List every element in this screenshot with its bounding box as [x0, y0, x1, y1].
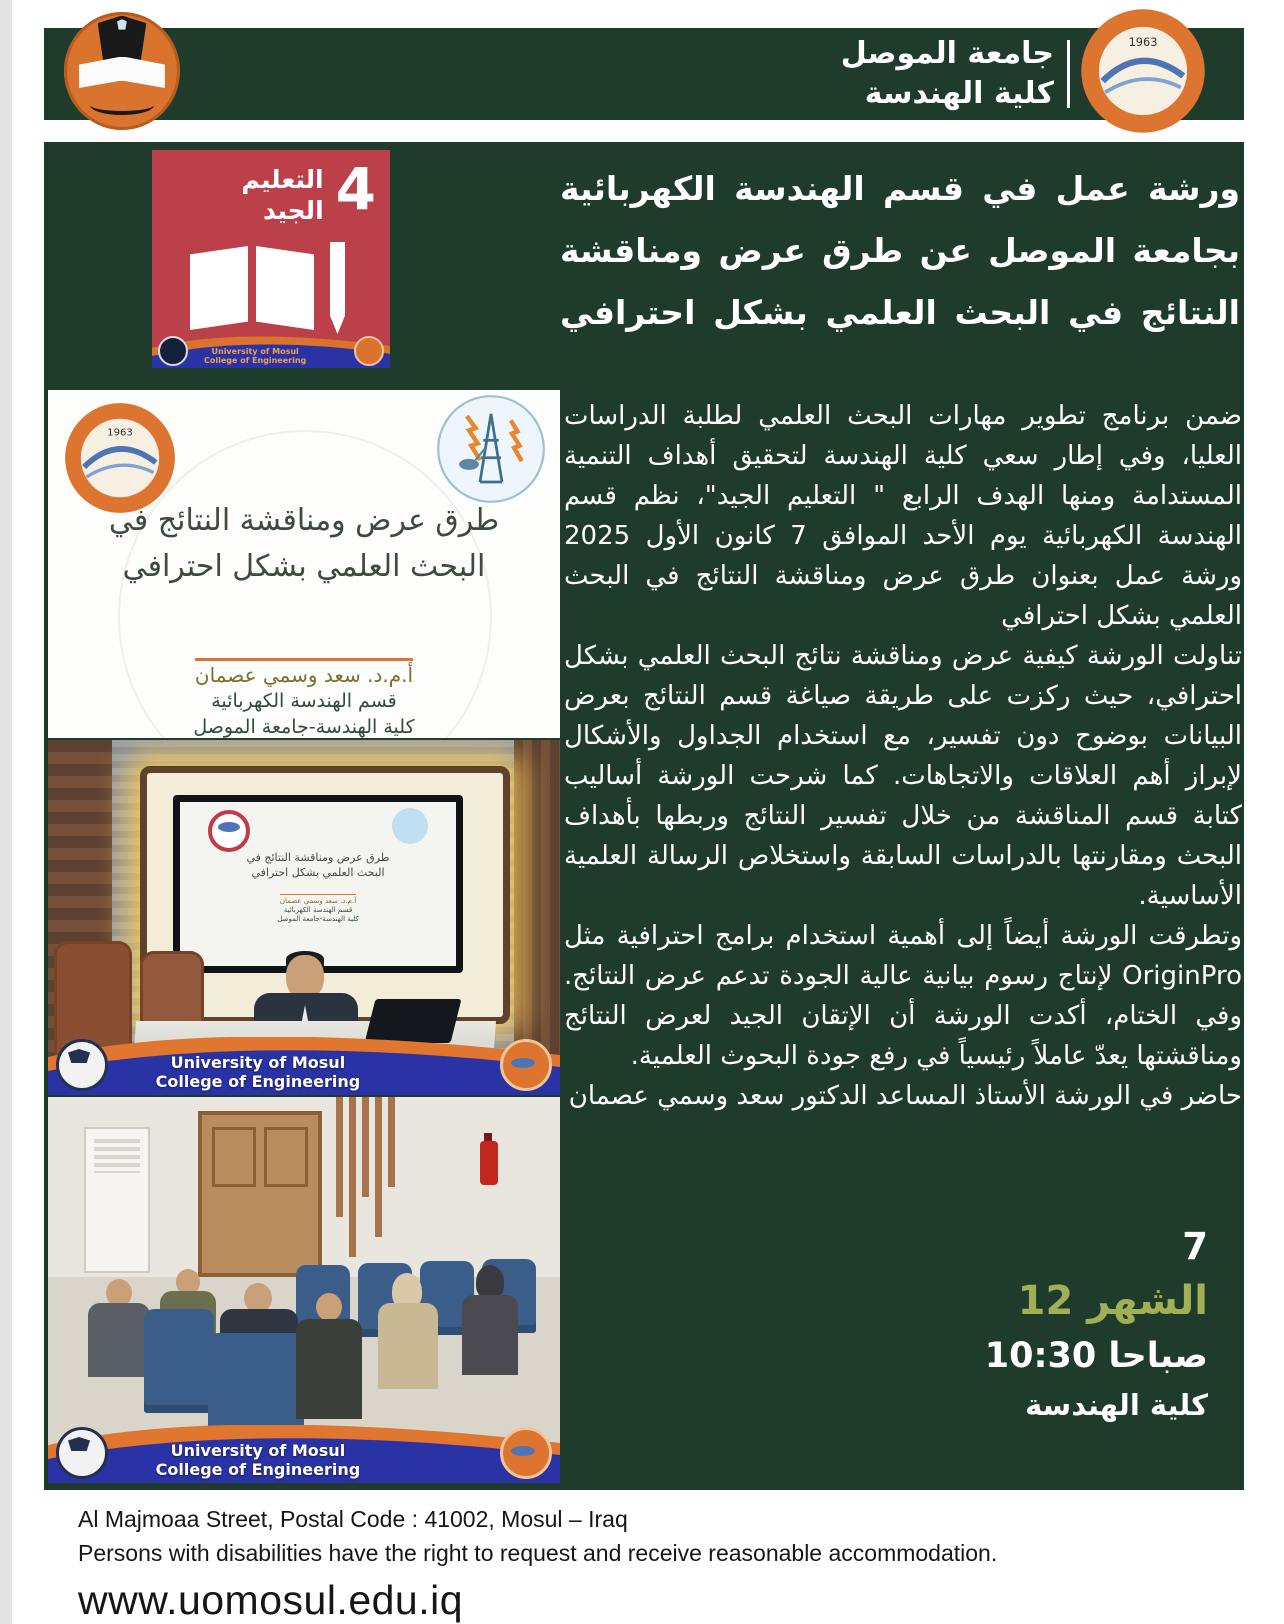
- sdg-label: [241, 164, 323, 226]
- attendee-head: [316, 1293, 342, 1321]
- slide-title: [48, 498, 560, 590]
- mini-college-logo-icon: [354, 336, 384, 366]
- poster-title: [560, 158, 1240, 344]
- coe-year-text: 1963: [1128, 34, 1158, 49]
- title-line-2: بجامعة الموصل عن طرق عرض ومناقشة: [560, 231, 1240, 270]
- sdg-wave-band: [152, 332, 390, 368]
- photo1-caption-banner: [48, 1037, 560, 1095]
- air-conditioner: [84, 1127, 150, 1273]
- sdg4-quality-education-badge: [152, 150, 390, 368]
- slide-presenter-name: أ.م.د. سعد وسمي عصمان: [195, 658, 413, 687]
- open-book-icon: [190, 246, 248, 330]
- open-book-icon: [256, 246, 314, 330]
- tv-slide-dept: قسم الهندسة الكهربائية كلية الهندسة-جامعة الموصل: [277, 906, 359, 923]
- banner-caption: [99, 1441, 416, 1479]
- tv-slide-title: [180, 850, 456, 880]
- fire-extinguisher: [480, 1141, 498, 1185]
- workshop-slide-image: [48, 390, 560, 738]
- slide-presenter-wrap: [48, 658, 560, 687]
- caption-line1: University of Mosul: [170, 1053, 346, 1072]
- wooden-door: [198, 1111, 322, 1277]
- paragraph-4: حاضر في الورشة الأستاذ المساعد الدكتور سعد وسمي عصمان: [568, 1081, 1242, 1111]
- sdg-wave-caption: [204, 347, 306, 365]
- scan-edge: [0, 0, 12, 1624]
- footer: [78, 1502, 997, 1624]
- photo2-caption-banner: [48, 1425, 560, 1483]
- slide-department: قسم الهندسة الكهربائية: [211, 690, 397, 712]
- ee-logo-svg: [436, 394, 546, 504]
- sdg-badge-header: [241, 155, 376, 226]
- title-line-3: النتائج في البحث العلمي بشكل احترافي: [560, 293, 1240, 332]
- mini-university-logo-icon: [56, 1427, 108, 1479]
- caption-line1: University of Mosul: [170, 1441, 346, 1460]
- slide-college: كلية الهندسة-جامعة الموصل: [193, 716, 415, 738]
- footer-address: Al Majmoaa Street, Postal Code : 41002, Mosul – Iraq: [78, 1506, 628, 1532]
- coe-logo-icon: [208, 810, 250, 852]
- paragraph-3: وتطرقت الورشة أيضاً إلى أهمية استخدام برامج احترافية مثل OriginPro لإنتاج رسوم بيانية عالية الجودة تدعم عرض النتائج. وفي الختام، أكدت الورشة أن الإتقان الجيد لعرض النتائج ومناقشتها يعدّ عاملاً رئيسياً في رفع جودة البحوث العلمية.: [564, 921, 1242, 1071]
- photo-presentation-room: [48, 740, 560, 1095]
- attendee-gray-sweater: [88, 1303, 150, 1377]
- caption-line1: University of Mosul: [211, 347, 299, 356]
- tv-slide-title-line2: البحث العلمي بشكل احترافي: [251, 866, 385, 879]
- college-name: كلية الهندسة: [864, 76, 1054, 111]
- tv-slide-title-line1: طرق عرض ومناقشة النتائج في: [246, 851, 390, 864]
- coe-logo-svg: [1080, 8, 1206, 134]
- schedule-time: 10:30 صباحا: [984, 1336, 1208, 1376]
- schedule-day: 7: [1182, 1225, 1208, 1268]
- sdg-number: 4: [335, 155, 376, 223]
- tv-slide-presenter: أ.م.د. سعد وسمي عصمان: [180, 894, 456, 906]
- caption-line2: College of Engineering: [155, 1072, 361, 1091]
- body-text: [564, 396, 1242, 1116]
- college-of-engineering-logo-icon: [1080, 8, 1206, 134]
- main-panel: [44, 142, 1244, 1490]
- mini-university-logo-icon: [56, 1039, 108, 1091]
- banner-caption: [99, 1053, 416, 1091]
- footer-accessibility: Persons with disabilities have the right to request and receive reasonable accommodation.: [78, 1540, 998, 1566]
- wood-decor-rods: [336, 1097, 395, 1257]
- header-bar: [44, 28, 1244, 120]
- slide-title-line2: البحث العلمي بشكل احترافي: [122, 549, 486, 584]
- caption-line2: College of Engineering: [155, 1460, 361, 1479]
- coe-year-text: 1963: [107, 427, 133, 439]
- title-line-1: ورشة عمل في قسم الهندسة الكهربائية: [560, 169, 1240, 208]
- mini-college-logo-icon: [500, 1039, 552, 1091]
- header-separator: [1067, 40, 1070, 108]
- mini-college-logo-icon: [500, 1427, 552, 1479]
- door-panel: [212, 1127, 256, 1187]
- attendee-suit: [296, 1319, 362, 1419]
- sdg-label-line1: التعليم: [241, 165, 324, 194]
- university-of-mosul-logo-icon: [64, 12, 180, 130]
- uom-emblem-inner: [117, 19, 127, 29]
- paragraph-1: ضمن برنامج تطوير مهارات البحث العلمي لطلبة الدراسات العليا، وفي إطار سعي كلية الهندسة لتحقيق أهداف التنمية المستدامة ومنها الهدف الرابع " التعليم الجيد"، نظم قسم الهندسة الكهربائية يوم الأحد الموافق 7 كانون الأول 2025 ورشة عمل بعنوان طرق عرض ومناقشة النتائج في البحث العلمي بشكل احترافي: [564, 401, 1242, 631]
- electrical-engineering-dept-logo-icon: [436, 394, 546, 504]
- tv-screen: [173, 795, 463, 973]
- university-name: جامعة الموصل: [840, 36, 1054, 71]
- tv-slide: [180, 802, 456, 966]
- footer-website: www.uomosul.edu.iq: [78, 1577, 464, 1623]
- sdg-label-line2: الجيد: [263, 196, 324, 225]
- pencil-icon: [330, 242, 345, 334]
- schedule-place: كلية الهندسة: [1025, 1388, 1208, 1422]
- schedule-block: [985, 1222, 1208, 1428]
- attendee-hijab-dark: [476, 1265, 504, 1299]
- door-panel: [264, 1127, 308, 1187]
- calligraphy-arc: [90, 95, 155, 116]
- uom-emblem-shape: [98, 16, 147, 63]
- ee-dept-logo-icon: [392, 808, 428, 844]
- open-book-icon: [79, 57, 165, 92]
- auditorium-chair: [144, 1309, 214, 1413]
- photo-audience-room: [48, 1097, 560, 1483]
- mini-university-logo-icon: [158, 336, 188, 366]
- paragraph-2: تناولت الورشة كيفية عرض ومناقشة نتائج البحث العلمي بشكل احترافي، حيث ركزت على طريقة صياغة قسم النتائج بعرض البيانات بوضوح دون تفسير، مع استخدام الجداول والأشكال لإبراز أهم العلاقات والاتجاهات. كما شرحت الورشة أساليب كتابة قسم المناقشة من خلال تفسير النتائج وربطها بأهداف البحث ومقارنتها بالدراسات السابقة واستخلاص الرسالة العلمية الأساسية.: [564, 641, 1242, 911]
- caption-line2: College of Engineering: [204, 356, 307, 365]
- header-title: [841, 34, 1054, 114]
- slide-title-line1: طرق عرض ومناقشة النتائج في: [108, 503, 500, 538]
- schedule-month: الشهر 12: [1017, 1278, 1208, 1324]
- attendee-dark-coat: [462, 1295, 518, 1375]
- attendee-cream-coat: [378, 1303, 438, 1389]
